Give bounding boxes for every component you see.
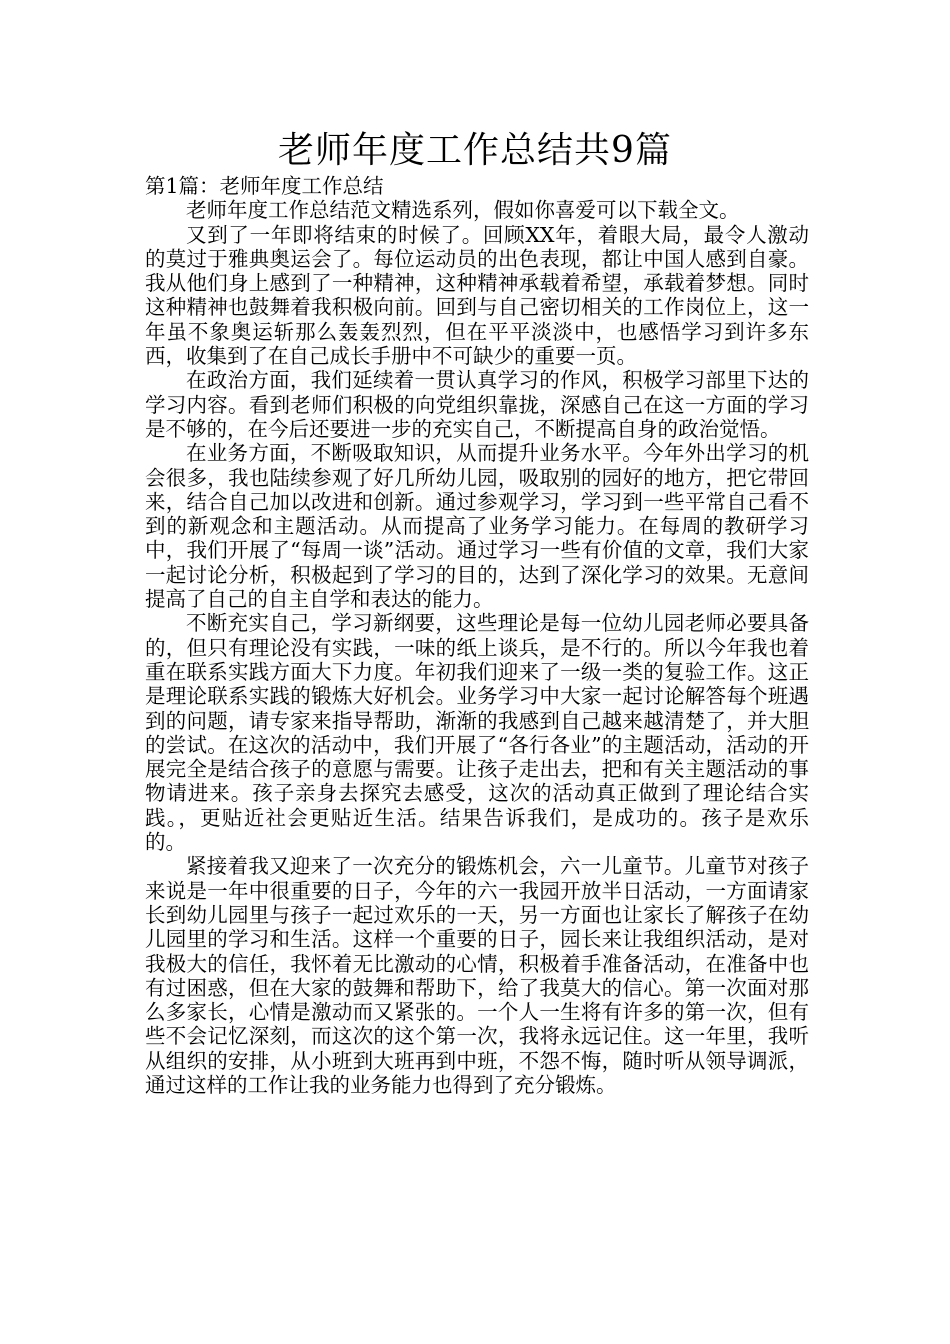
paragraph-intro: 老师年度工作总结范文精选系列，假如你喜爱可以下载全文。 [186, 198, 740, 223]
paragraph-review: 又到了一年即将结束的时候了。回顾XX年，着眼大局，最令人激动的莫过于雅典奥运会了。每位运动员的出色表现，都让中国人感到自豪。我从他们身上感到了一种精神，这种精神承载着希望，承载着梦想。同时这种精神也鼓舞着我积极向前。回到与自己密切相关的工作岗位上，这一年虽不象奥运斩那么轰轰烈烈，但在平平淡淡中，也感悟学习到许多东西，收集到了在自己成长手册中不可缺少的重要一页。 [145, 222, 809, 369]
section-heading: 第1篇：老师年度工作总结 [145, 174, 384, 198]
paragraph-childrens-day: 紧接着我又迎来了一次充分的锻炼机会，六一儿童节。儿童节对孩子来说是一年中很重要的日子，今年的六一我园开放半日活动，一方面请家长到幼儿园里与孩子一起过欢乐的一天，另一方面也让家长了解孩子在幼儿园里的学习和生活。这样一个重要的日子，园长来让我组织活动，是对我极大的信任，我怀着无比激动的心情，积极着手准备活动，在准备中也有过困惑，但在大家的鼓舞和帮助下，给了我莫大的信心。第一次面对那么多家长，心情是激动而又紧张的。一个人一生将有许多的第一次，但有些不会记忆深刻，而这次的这个第一次，我将永远记住。这一年里，我听从组织的安排，从小班到大班再到中班，不怨不悔，随时听从领导调派，通过这样的工作让我的业务能力也得到了充分锻炼。 [145, 854, 809, 1097]
paragraph-practice: 不断充实自己，学习新纲要，这些理论是每一位幼儿园老师必要具备的，但只有理论没有实践，一味的纸上谈兵，是不行的。所以今年我也着重在联系实践方面大下力度。年初我们迎来了一级一类的复验工作。这正是理论联系实践的锻炼大好机会。业务学习中大家一起讨论解答每个班遇到的问题，请专家来指导帮助，渐渐的我感到自己越来越清楚了，并大胆的尝试。在这次的活动中，我们开展了“各行各业”的主题活动，活动的开展完全是结合孩子的意愿与需要。让孩子走出去，把和有关主题活动的事物请进来。孩子亲身去探究去感受，这次的活动真正做到了理论结合实践。，更贴近社会更贴近生活。结果告诉我们，是成功的。孩子是欢乐的。 [145, 611, 809, 855]
document-title: 老师年度工作总结共9篇 [278, 130, 672, 171]
paragraph-politics: 在政治方面，我们延续着一贯认真学习的作风，积极学习部里下达的学习内容。看到老师们积极的向党组织靠拢，深感自己在这一方面的学习是不够的，在今后还要进一步的充实自己，不断提高自身的政治觉悟。 [145, 368, 809, 441]
document-body [145, 174, 809, 1097]
paragraph-business: 在业务方面，不断吸取知识，从而提升业务水平。今年外出学习的机会很多，我也陆续参观了好几所幼儿园，吸取别的园好的地方，把它带回来，结合自己加以改进和创新。通过参观学习，学习到一些平常自己看不到的新观念和主题活动。从而提高了业务学习能力。在每周的教研学习中，我们开展了“每周一谈”活动。通过学习一些有价值的文章，我们大家一起讨论分析，积极起到了学习的目的，达到了深化学习的效果。无意间提高了自己的自主自学和表达的能力。 [145, 441, 809, 612]
